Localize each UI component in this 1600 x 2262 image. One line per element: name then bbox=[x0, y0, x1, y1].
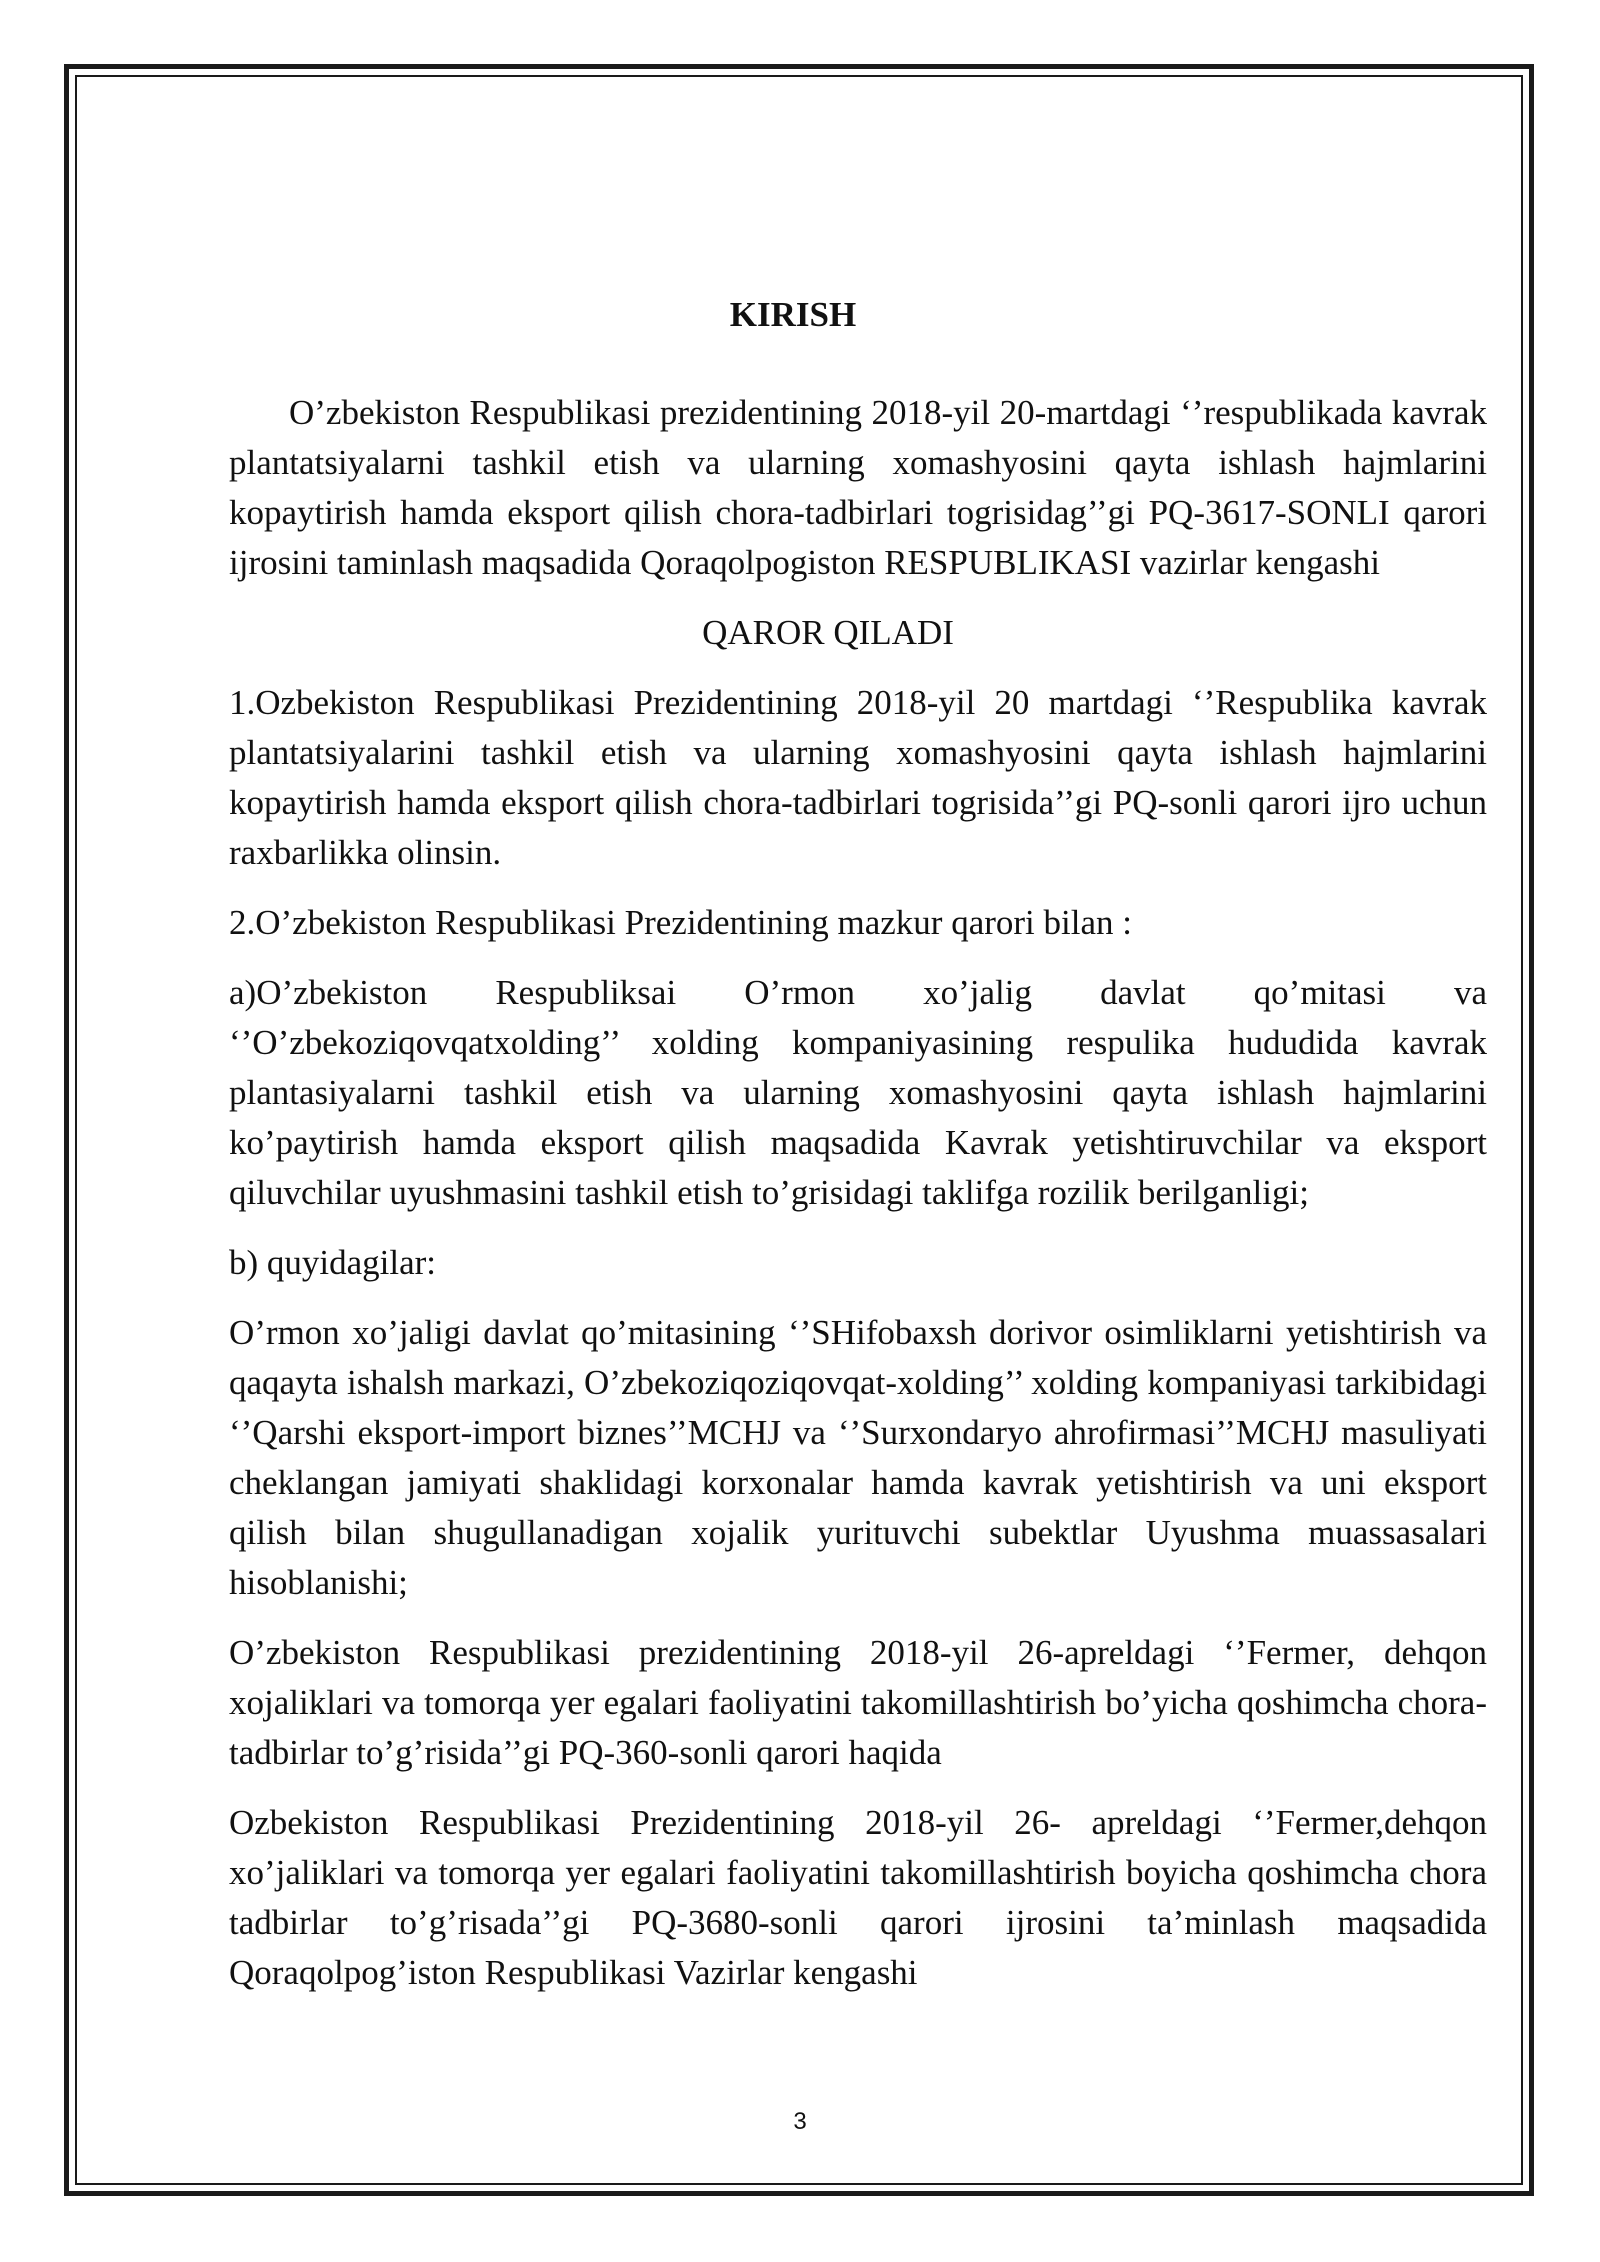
intro-paragraph: O’zbekiston Respublikasi prezidentining 2018-yil 20-martdagi ‘’respublikada kavrak plantatsiyalarni tashkil etish va ularning xomashyosini qayta ishlash hajmlarini kopaytirish hamda eksport qilish chora-tadbirlari togrisidag’’gi PQ-3617-SONLI qarori ijrosini taminlash maqsadida Qoraqolpogiston RESPUBLIKASI vazirlar kengashi bbox=[229, 393, 1487, 582]
decree-reference-paragraph: O’zbekiston Respublikasi prezidentining 2018-yil 26-apreldagi ‘’Fermer, dehqon xojaliklari va tomorqa yer egalari faoliyatini takomillashtirish bo’yicha qoshimcha chora-tadbirlar to’g’risida’’gi PQ-360-sonli qarori haqida bbox=[229, 1633, 1487, 1772]
clause-2b-paragraph: b) quyidagilar: bbox=[229, 1243, 437, 1282]
clause-2a-paragraph: a)O’zbekiston Respubliksai O’rmon xo’jalig davlat qo’mitasi va ‘’O’zbekoziqovqatxolding’’ xolding kompaniyasining respulika hududida kavrak plantasiyalarni tashkil etish va ularning xomashyosini qayta ishlash hajmlarini ko’paytirish hamda eksport qilish maqsadida Kavrak yetishtiruvchilar va eksport qiluvchilar uyushmasini tashkil etish to’grisidagi taklifga rozilik berilganligi; bbox=[229, 973, 1487, 1212]
document-body bbox=[229, 290, 1487, 2018]
clause-1-paragraph: 1.Ozbekiston Respublikasi Prezidentining 2018-yil 20 martdagi ‘’Respublika kavrak plantatsiyalarini tashkil etish va ularning xomashyosini qayta ishlash hajmlarini kopaytirish hamda eksport qilish chora-tadbirlari togrisida’’gi PQ-sonli qarori ijro uchun raxbarlikka olinsin. bbox=[229, 683, 1487, 872]
section-heading: KIRISH bbox=[729, 295, 857, 334]
clause-2-paragraph: 2.O’zbekiston Respublikasi Prezidentining mazkur qarori bilan : bbox=[229, 903, 1132, 942]
implementation-paragraph: Ozbekiston Respublikasi Prezidentining 2018-yil 26- apreldagi ‘’Fermer,dehqon xo’jaliklari va tomorqa yer egalari faoliyatini takomillashtirish boyicha qoshimcha chora tadbirlar to’g’risada’’gi PQ-3680-sonli qarori ijrosini ta’minlash maqsadida Qoraqolpog’iston Respublikasi Vazirlar kengashi bbox=[229, 1803, 1487, 1992]
decision-heading: QAROR QILADI bbox=[702, 613, 954, 652]
members-paragraph: O’rmon xo’jaligi davlat qo’mitasining ‘’SHifobaxsh dorivor osimliklarni yetishtirish va qaqayta ishalsh markazi, O’zbekoziqoziqovqat-xolding’’ xolding kompaniyasi tarkibidagi ‘’Qarshi eksport-import biznes’’MCHJ va ‘’Surxondaryo ahrofirmasi’’MCHJ masuliyati cheklangan jamiyati shaklidagi korxonalar hamda kavrak yetishtirish va uni eksport qilish bilan shugullanadigan xojalik yurituvchi subektlar Uyushma muassasalari hisoblanishi; bbox=[229, 1313, 1487, 1602]
page-number: 3 bbox=[793, 2108, 807, 2135]
